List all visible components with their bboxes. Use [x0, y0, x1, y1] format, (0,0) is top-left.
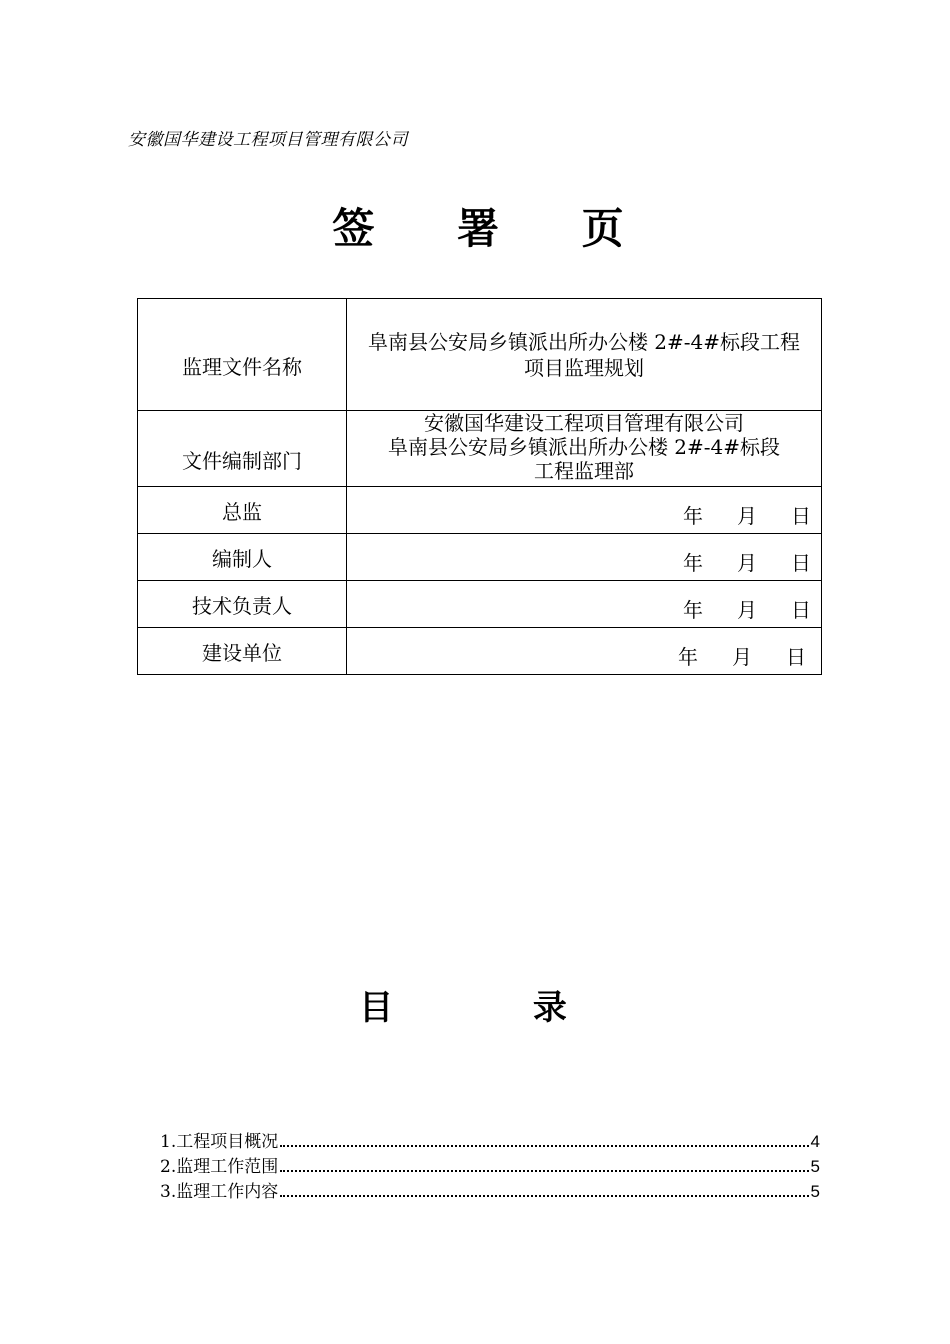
year-label: 年	[683, 551, 703, 575]
company-header: 安徽国华建设工程项目管理有限公司	[128, 130, 408, 150]
table-row	[138, 581, 822, 628]
row-label-chief-supervisor: 总监	[138, 487, 347, 534]
sign-page-title: 签 署 页	[332, 204, 658, 253]
row-label-construction-unit: 建设单位	[138, 628, 347, 675]
date-cell	[347, 487, 822, 534]
department-line: 阜南县公安局乡镇派出所办公楼 2#-4#标段	[387, 435, 781, 459]
table-row	[138, 487, 822, 534]
department-line: 安徽国华建设工程项目管理有限公司	[424, 411, 744, 435]
year-label: 年	[683, 504, 703, 528]
toc-item-page: 4	[810, 1132, 820, 1151]
day-label: 日	[791, 504, 811, 528]
month-label: 月	[737, 598, 757, 622]
month-label: 月	[737, 504, 757, 528]
date-cell	[347, 581, 822, 628]
date-cell	[347, 534, 822, 581]
toc-item-page: 5	[810, 1182, 820, 1201]
toc-item-page: 5	[810, 1157, 820, 1176]
department-value	[347, 411, 822, 487]
day-label: 日	[791, 551, 811, 575]
toc-leader-dots	[280, 1170, 808, 1172]
month-label: 月	[732, 645, 752, 669]
toc-leader-dots	[280, 1195, 808, 1197]
year-label: 年	[678, 645, 698, 669]
toc-item-label: 3.监理工作内容	[160, 1182, 279, 1202]
row-label-document-name: 监理文件名称	[138, 299, 347, 411]
table-of-contents	[160, 1127, 820, 1202]
day-label: 日	[791, 598, 811, 622]
toc-item-label: 2.监理工作范围	[160, 1157, 279, 1177]
row-label-editor: 编制人	[138, 534, 347, 581]
toc-item[interactable]	[160, 1177, 820, 1202]
table-row	[138, 299, 822, 411]
document-name-value: 阜南县公安局乡镇派出所办公楼 2#-4#标段工程项目监理规划	[347, 299, 822, 411]
toc-leader-dots	[280, 1145, 808, 1147]
row-label-technical-lead: 技术负责人	[138, 581, 347, 628]
day-label: 日	[786, 645, 806, 669]
month-label: 月	[737, 551, 757, 575]
date-cell	[347, 628, 822, 675]
toc-item[interactable]	[160, 1152, 820, 1177]
table-row	[138, 628, 822, 675]
year-label: 年	[683, 598, 703, 622]
department-line: 工程监理部	[534, 459, 634, 483]
toc-item-label: 1.工程项目概况	[160, 1132, 279, 1152]
signature-table	[137, 298, 822, 675]
toc-item[interactable]	[160, 1127, 820, 1152]
row-label-department: 文件编制部门	[138, 411, 347, 487]
toc-title: 目 录	[359, 988, 631, 1028]
table-row	[138, 411, 822, 487]
table-row	[138, 534, 822, 581]
